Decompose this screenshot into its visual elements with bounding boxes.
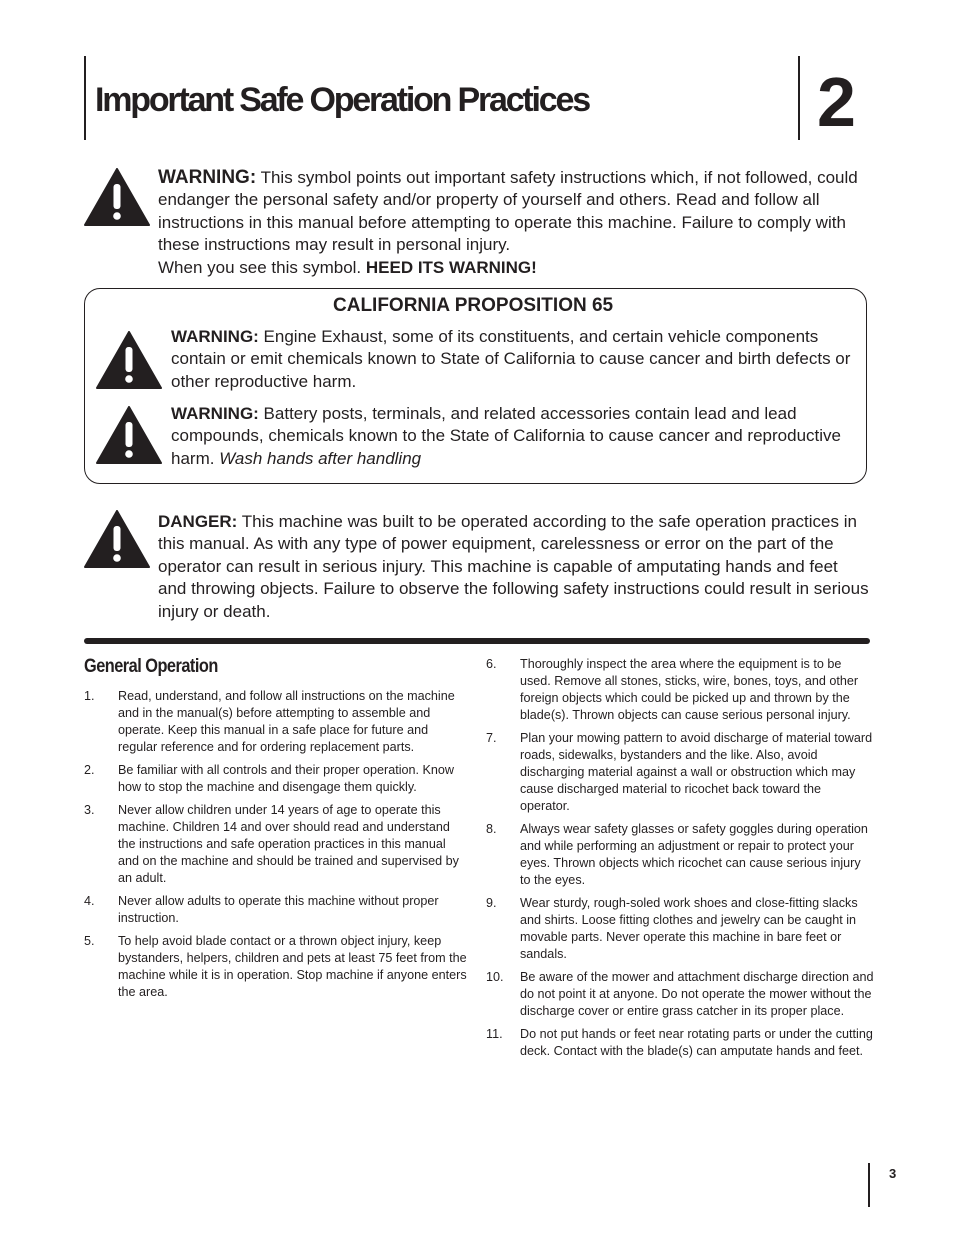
list-item	[84, 762, 468, 796]
list-item-text: Always wear safety glasses or safety goggles during operation and while performing an adjustment or repair to protect your eyes. Thrown objects which ricochet can cause serious injury to the eyes.	[520, 822, 868, 887]
prop65-warning-2-label: WARNING:	[171, 404, 259, 423]
instructions-list-left	[84, 688, 468, 1007]
list-item-text: Plan your mowing pattern to avoid discharge of material toward roads, sidewalks, bystanders and the like. Also, avoid discharging material against a wall or obstruction which may cause discharged material to ricochet back toward the operator.	[520, 731, 873, 813]
list-item-text: Read, understand, and follow all instructions on the machine and in the manual(s) before attempting to assemble and operate. Keep this manual in a safe place for future and regular reference and for ordering replacement parts.	[118, 689, 455, 754]
list-item-number: 1.	[84, 689, 95, 703]
list-item	[486, 821, 874, 889]
list-item	[84, 802, 468, 887]
danger-triangle-icon	[84, 510, 150, 568]
list-item-number: 3.	[84, 803, 95, 817]
list-item-text: Never allow children under 14 years of age to operate this machine. Children 14 and over should read and understand the instructions and safe operation practices in this manual and on the machine and should be trained and supervised by an adult.	[118, 803, 459, 885]
list-item	[486, 969, 874, 1020]
warning-text: This symbol points out important safety instructions which, if not followed, could endanger the personal safety and/or property of yourself and others. Read and follow all instructions in this manual before attempting to operate this machine. Failure to comply with these instructions may result in personal injury.	[158, 168, 858, 255]
header-rule-right	[798, 56, 800, 140]
warning-triangle-icon	[84, 168, 150, 226]
list-item-text: Thoroughly inspect the area where the equipment is to be used. Remove all stones, sticks, wire, bones, toys, and other foreign objects which could be picked up and thrown by the blade(s). Thrown objects can cause serious personal injury.	[520, 657, 859, 722]
danger-label: DANGER:	[158, 512, 238, 531]
list-item-number: 8.	[486, 822, 497, 836]
prop65-warning-1-text: Engine Exhaust, some of its constituents, and certain vehicle components contain or emit chemicals known to State of California to cause cancer and birth defects or other reproductive harm.	[171, 327, 851, 391]
list-item-number: 10.	[486, 970, 504, 984]
list-item-text: Never allow adults to operate this machine without proper instruction.	[118, 894, 439, 925]
list-item-number: 11.	[486, 1027, 503, 1041]
list-item	[84, 933, 468, 1001]
list-item	[486, 656, 874, 724]
heed-warning-text: HEED ITS WARNING!	[365, 257, 537, 277]
prop65-warning-1-label: WARNING:	[171, 327, 259, 346]
list-item-text: Do not put hands or feet near rotating parts or under the cutting deck. Contact with the blade(s) can amputate hands and feet.	[520, 1027, 873, 1058]
list-item	[84, 893, 468, 927]
page-title: Important Safe Operation Practices	[95, 81, 589, 119]
warning-line2-prefix: When you see this symbol.	[158, 257, 366, 277]
list-item	[486, 730, 874, 815]
footer-rule	[868, 1163, 870, 1207]
section-divider	[84, 638, 870, 644]
list-item-text: Wear sturdy, rough-soled work shoes and close-fitting slacks and shirts. Loose fitting clothes and jewelry can be caught in movable parts. Never operate this machine in bare feet or sandals.	[520, 896, 858, 961]
list-item-text: Be familiar with all controls and their proper operation. Know how to stop the machine and disengage them quickly.	[118, 763, 455, 794]
prop65-title: CALIFORNIA PROPOSITION 65	[333, 295, 614, 316]
list-item-text: To help avoid blade contact or a thrown object injury, keep bystanders, helpers, children and pets at least 75 feet from the machine while it is in operation. Stop machine if anyone enters the area.	[118, 934, 467, 999]
warning-label: WARNING:	[158, 167, 257, 188]
prop65-warning-1	[171, 326, 861, 393]
list-item-number: 5.	[84, 934, 95, 948]
warning-paragraph	[158, 167, 870, 279]
list-item	[84, 688, 468, 756]
list-item-number: 4.	[84, 894, 95, 908]
instructions-list-right	[486, 656, 874, 1066]
section-title-general-operation: General Operation	[84, 656, 218, 677]
list-item-number: 7.	[486, 731, 497, 745]
warning-triangle-icon	[96, 406, 162, 464]
danger-text: This machine was built to be operated according to the safe operation practices in this manual. As with any type of power equipment, carelessness or error on the part of the operator can result in serious injury. This machine is capable of amputating hands and feet and throwing objects. Failure to observe the following safety instructions could result in serious injury or death.	[158, 512, 869, 621]
prop65-warning-2	[171, 403, 861, 470]
list-item-number: 9.	[486, 896, 497, 910]
prop65-warning-2-text: Battery posts, terminals, and related accessories contain lead and lead compounds, chemicals known to the State of California to cause cancer and reproductive harm.	[171, 404, 841, 468]
chapter-number: 2	[817, 63, 856, 141]
danger-paragraph	[158, 511, 870, 623]
list-item	[486, 1026, 874, 1060]
list-item	[486, 895, 874, 963]
list-item-text: Be aware of the mower and attachment discharge direction and do not point it at anyone. Do not operate the mower without the discharge cover or entire grass catcher in its proper place.	[520, 970, 874, 1018]
page-number: 3	[889, 1166, 897, 1181]
list-item-number: 6.	[486, 657, 497, 671]
list-item-number: 2.	[84, 763, 95, 777]
warning-triangle-icon	[96, 331, 162, 389]
prop65-warning-2-italic: Wash hands after handling	[219, 448, 422, 468]
header-rule-left	[84, 56, 86, 140]
